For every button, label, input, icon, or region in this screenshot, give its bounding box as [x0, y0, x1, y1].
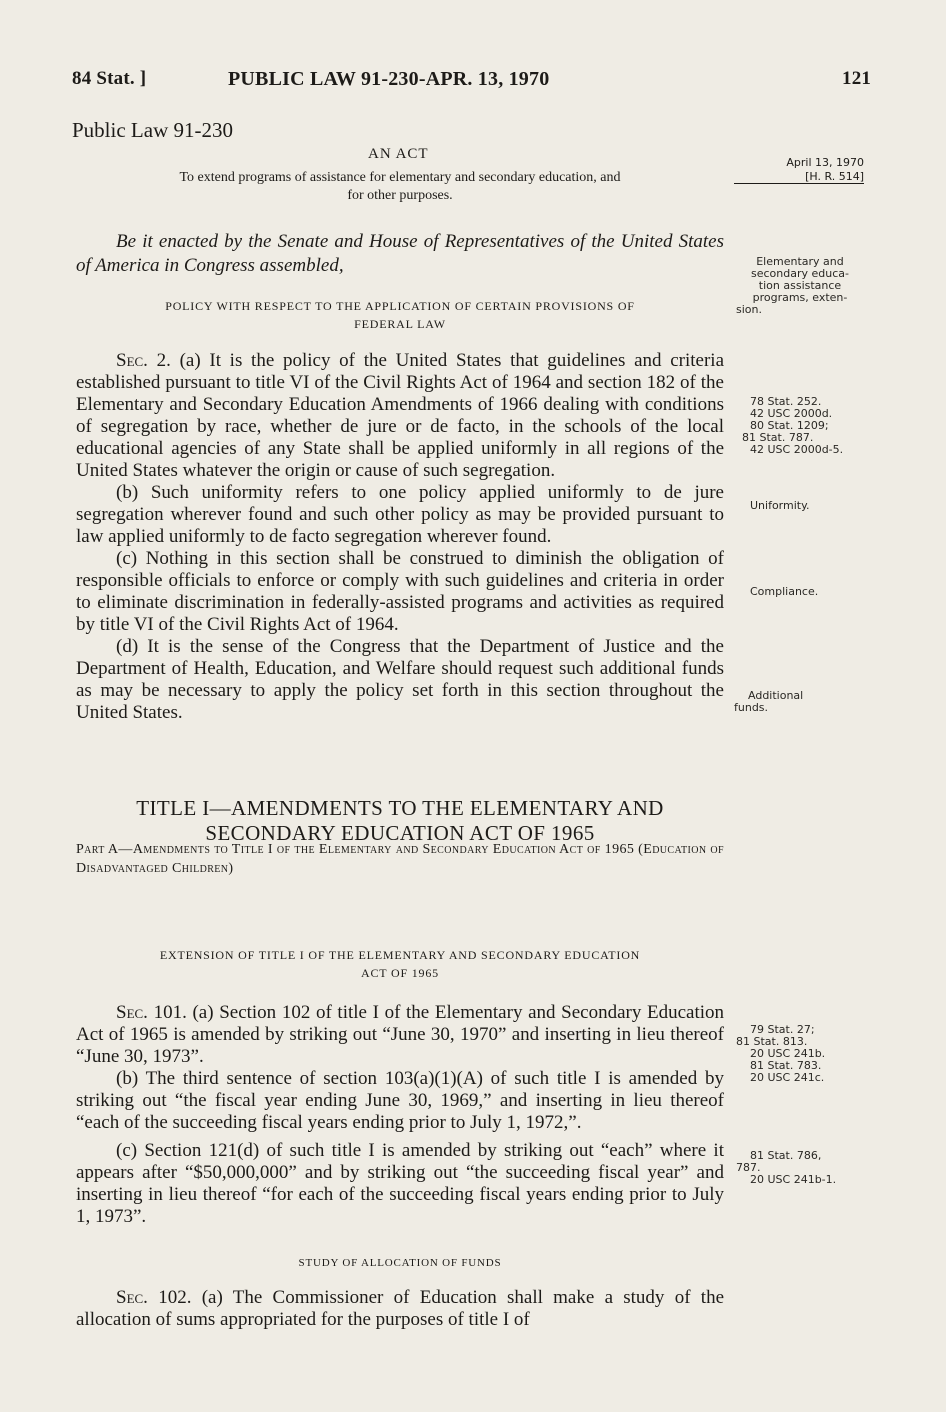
section-101-b: (b) The third sentence of section 103(a)(1)(A) of such title I is amended by striking out “the fiscal year ending June 30, 1969,” and inserting in lieu thereof “each of the succeeding fiscal years ending prior to July 1, 1972,”.: [76, 1068, 724, 1133]
title-i-heading: TITLE I—AMENDMENTS TO THE ELEMENTARY AND SECONDARY EDUCATION ACT OF 1965: [136, 796, 664, 845]
enactment-date: April 13, 1970: [786, 156, 864, 169]
section-101-a: Sec. 101. (a) Section 102 of title I of the Elementary and Secondary Education Act of 1965 is amended by striking out “June 30, 1970” and inserting in lieu thereof “June 30, 1973”.: [76, 1002, 725, 1067]
study-heading: STUDY OF ALLOCATION OF FUNDS: [298, 1257, 502, 1269]
section-102: [76, 1287, 724, 1331]
enacting-clause: Be it enacted by the Senate and House of Representatives of the United States of America in Congress assembled,: [76, 231, 724, 276]
section-102-a: Sec. 102. (a) The Commissioner of Education shall make a study of the allocation of sums appropriated for the purposes of title I of: [76, 1287, 725, 1330]
act-purpose-line-1: To extend programs of assistance for elementary and secondary education, and: [179, 170, 621, 185]
margin-note-programs: Elementary and secondary educa- tion assistance programs, exten- sion.: [736, 255, 849, 316]
margin-note-uniformity: Uniformity.: [750, 499, 810, 512]
margin-note-citations-sec2: 78 Stat. 252. 42 USC 2000d. 80 Stat. 1209; 81 Stat. 787. 42 USC 2000d-5.: [742, 395, 844, 456]
part-a-heading: Part A—Amendments to Title I of the Elementary and Secondary Education Act of 1965 (Education of Disadvantaged Children): [76, 842, 724, 876]
section-101: [76, 1002, 724, 1228]
act-purpose: [76, 169, 724, 205]
section-101-label: Sec. 101.: [116, 1002, 187, 1023]
policy-heading: POLICY WITH RESPECT TO THE APPLICATION OF CERTAIN PROVISIONS OF FEDERAL LAW: [165, 299, 635, 331]
section-2: [76, 350, 724, 724]
margin-note-citations-sec101ab: 79 Stat. 27; 81 Stat. 813. 20 USC 241b. 81 Stat. 783. 20 USC 241c.: [736, 1023, 826, 1084]
section-2-a: Sec. 2. (a) It is the policy of the United States that guidelines and criteria established pursuant to title VI of the Civil Rights Act of 1964 and section 182 of the Elementary and Secondary Education Amendments of 1966 dealing with conditions of segregation by race, whether de jure or de facto, in the schools of the local educational agencies of any State shall be applied uniformly in all regions of the United States whatever the origin or cause of such segregation.: [76, 350, 725, 481]
extension-heading: EXTENSION OF TITLE I OF THE ELEMENTARY AND SECONDARY EDUCATION ACT OF 1965: [159, 948, 641, 980]
section-2-b: (b) Such uniformity refers to one policy applied uniformly to de jure segregation wherever found and such other policy as may be provided pursuant to law applied uniformly to de facto segregation wherever found.: [76, 482, 724, 547]
page-number: 121: [842, 68, 872, 89]
margin-note-compliance: Compliance.: [750, 585, 819, 598]
section-101-c: (c) Section 121(d) of such title I is amended by striking out “each” where it appears after “$50,000,000” and by striking out “the succeeding fiscal year” and inserting in lieu thereof “for each of the succeeding fiscal years ending prior to July 1, 1973”.: [76, 1140, 724, 1227]
public-law-label: Public Law 91-230: [72, 118, 233, 142]
act-purpose-line-2: for other purposes.: [347, 188, 453, 203]
section-102-label: Sec. 102.: [116, 1287, 192, 1308]
section-2-c: (c) Nothing in this section shall be construed to diminish the obligation of responsible officials to enforce or comply with such guidelines and criteria in order to eliminate discrimination in federally-assisted programs and activities as required by title VI of the Civil Rights Act of 1964.: [76, 548, 724, 635]
bill-number: [H. R. 514]: [734, 170, 864, 184]
margin-note-additional-funds: Additional funds.: [734, 689, 804, 714]
section-2-d: (d) It is the sense of the Congress that the Department of Justice and the Department of Health, Education, and Welfare should request such additional funds as may be necessary to apply the policy set forth in this section throughout the United States.: [76, 636, 724, 723]
margin-note-citations-sec101c: 81 Stat. 786, 787. 20 USC 241b-1.: [736, 1149, 837, 1186]
enactment-date-box: [734, 156, 864, 184]
act-heading: AN ACT: [368, 146, 429, 162]
section-2-label: Sec. 2.: [116, 350, 171, 371]
running-head-title: PUBLIC LAW 91-230-APR. 13, 1970: [228, 68, 550, 90]
running-head-volume: 84 Stat. ]: [72, 68, 147, 89]
